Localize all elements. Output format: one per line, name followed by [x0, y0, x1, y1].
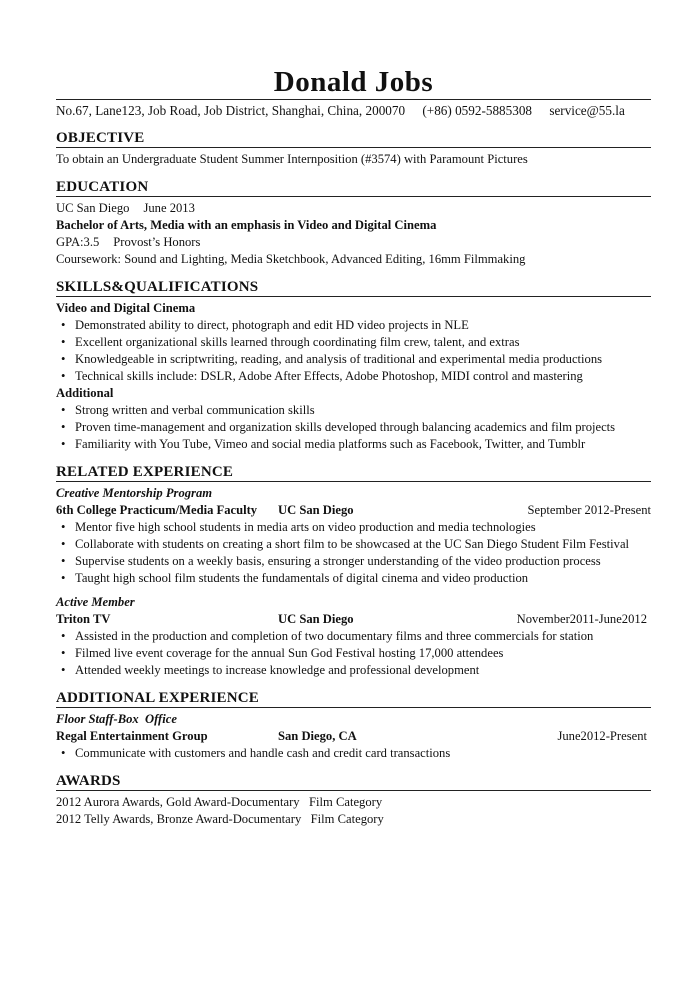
section-title-skills: SKILLS&QUALIFICATIONS — [56, 279, 651, 297]
contact-email: service@55.la — [549, 103, 625, 118]
job-header — [56, 502, 651, 519]
objective-text: To obtain an Undergraduate Student Summer Internposition (#3574) with Paramount Pictures — [56, 152, 528, 166]
skill-item: • Excellent organizational skills learned through coordinating film crew, talent, and extras — [56, 334, 651, 351]
education-coursework: Coursework: Sound and Lighting, Media Sketchbook, Advanced Editing, 16mm Filmmaking — [56, 252, 526, 266]
skills-group-heading: Video and Digital Cinema — [56, 301, 196, 315]
job-duty: • Taught high school film students the fundamentals of digital cinema and video production — [56, 570, 651, 587]
objective-section — [56, 130, 651, 168]
skills-section — [56, 279, 651, 453]
job-duties-list — [56, 745, 651, 762]
job-duty: • Communicate with customers and handle cash and credit card transactions — [56, 745, 651, 762]
job-organization: 6th College Practicum/Media Faculty — [56, 503, 258, 517]
skills-group-heading: Additional — [56, 386, 114, 400]
job-duty: • Assisted in the production and completion of two documentary films and three commercials for station — [56, 628, 651, 645]
job-duty: • Attended weekly meetings to increase knowledge and professional development — [56, 662, 651, 679]
job-duties-list — [56, 628, 651, 679]
job-header — [56, 728, 651, 745]
education-honors: Provost’s Honors — [113, 235, 201, 249]
skills-list — [56, 317, 651, 385]
skill-item: • Proven time-management and organization skills developed through balancing academics and film projects — [56, 419, 651, 436]
skill-item: • Technical skills include: DSLR, Adobe After Effects, Adobe Photoshop, MIDI control and mastering — [56, 368, 651, 385]
job-organization: Regal Entertainment Group — [56, 729, 208, 743]
education-gpa: GPA:3.5 — [56, 235, 100, 249]
section-title-additional-experience: ADDITIONAL EXPERIENCE — [56, 690, 651, 708]
contact-address: No.67, Lane123, Job Road, Job District, Shanghai, China, 200070 — [56, 103, 406, 118]
contact-phone: (+86) 0592-5885308 — [422, 103, 533, 118]
skill-item: • Demonstrated ability to direct, photograph and edit HD video projects in NLE — [56, 317, 651, 334]
section-title-objective: OBJECTIVE — [56, 130, 651, 148]
section-title-awards: AWARDS — [56, 773, 651, 791]
job-role: Creative Mentorship Program — [56, 486, 213, 500]
resume-name: Donald Jobs — [273, 66, 434, 98]
job-role: Floor Staff-Box Office — [56, 712, 177, 726]
skill-item: • Familiarity with You Tube, Vimeo and social media platforms such as Facebook, Twitter, and Tumblr — [56, 436, 651, 453]
awards-section — [56, 773, 651, 828]
education-gpa-line — [56, 234, 651, 251]
job-dates: September 2012-Present — [527, 503, 651, 517]
job-role: Active Member — [56, 595, 135, 609]
education-school-line — [56, 200, 651, 217]
education-date: June 2013 — [143, 201, 195, 215]
skill-item: • Knowledgeable in scriptwriting, reading, and analysis of traditional and experimental media productions — [56, 351, 651, 368]
education-degree: Bachelor of Arts, Media with an emphasis in Video and Digital Cinema — [56, 218, 437, 232]
job-dates: November2011-June2012 — [516, 612, 647, 626]
job-location: UC San Diego — [278, 503, 354, 517]
job-duty: • Filmed live event coverage for the annual Sun God Festival hosting 17,000 attendees — [56, 645, 651, 662]
education-section — [56, 179, 651, 268]
job-location: UC San Diego — [278, 612, 354, 626]
job-dates: June2012-Present — [557, 729, 647, 743]
job-duties-list — [56, 519, 651, 587]
section-title-education: EDUCATION — [56, 179, 651, 197]
award-item: 2012 Telly Awards, Bronze Award-Documentary Film Category — [56, 812, 384, 826]
related-experience-section — [56, 464, 651, 679]
job-duty: • Mentor five high school students in media arts on video production and media technologies — [56, 519, 651, 536]
additional-experience-section — [56, 690, 651, 762]
skill-item: • Strong written and verbal communication skills — [56, 402, 651, 419]
job-location: San Diego, CA — [278, 729, 357, 743]
job-duty: • Supervise students on a weekly basis, ensuring a stronger understanding of the video production process — [56, 553, 651, 570]
contact-line — [56, 99, 651, 119]
award-item: 2012 Aurora Awards, Gold Award-Documentary Film Category — [56, 795, 383, 809]
job-header — [56, 611, 651, 628]
job-organization: Triton TV — [56, 612, 111, 626]
education-school: UC San Diego — [56, 201, 130, 215]
skills-list — [56, 402, 651, 453]
section-title-related-experience: RELATED EXPERIENCE — [56, 464, 651, 482]
job-duty: • Collaborate with students on creating a short film to be showcased at the UC San Diego Student Film Festival — [56, 536, 651, 553]
